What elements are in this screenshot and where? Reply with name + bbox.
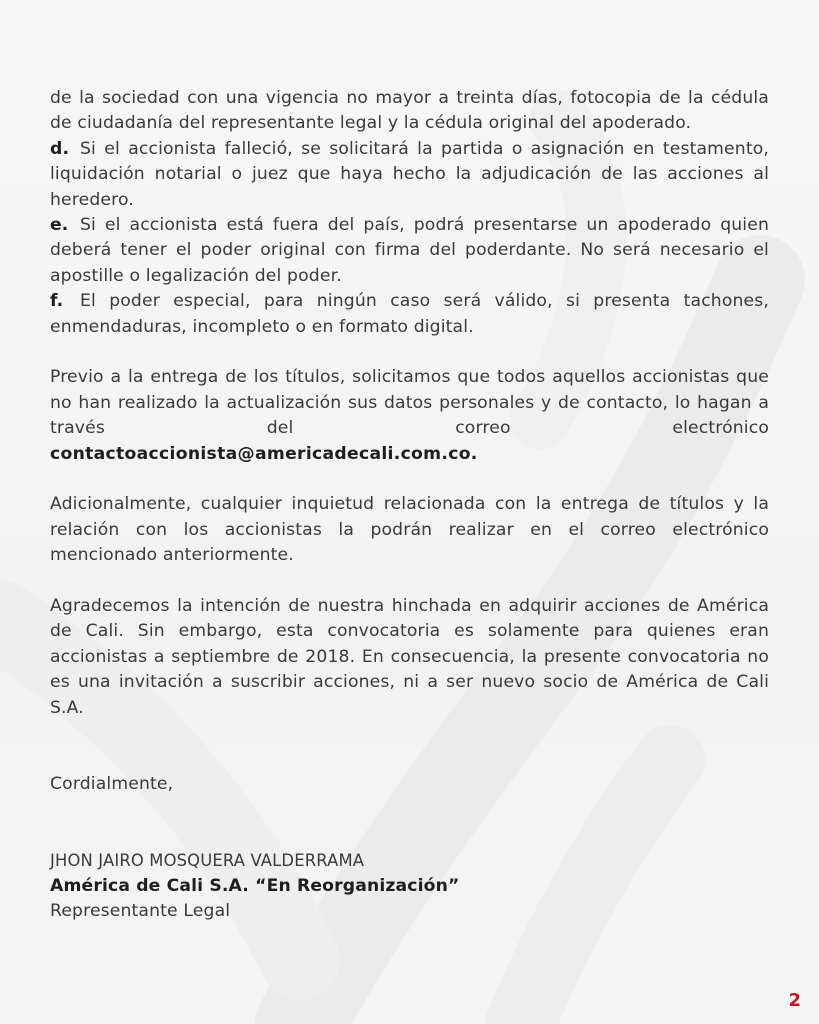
paragraph-acknowledgement: Agradecemos la intención de nuestra hinchada en adquirir acciones de América de Cali. Sin embargo, esta convocatoria es solamente para quienes eran accionistas a septiembre de 2018. En consecuencia, la presente convocatoria no es una invitación a suscribir acciones, ni a ser nuevo socio de América de Cali S.A. [50,596,769,718]
signatory-company: América de Cali S.A. “En Reorganización” [50,875,460,896]
contact-email-line [50,442,769,467]
closing-salutation: Cordialmente, [50,773,174,794]
list-item-letter: d. [50,138,70,159]
list-item-d [50,137,769,213]
signatory-role: Representante Legal [50,900,231,921]
page-number: 2 [788,990,801,1011]
paragraph-requirements-continued: de la sociedad con una vigencia no mayor a treinta días, fotocopia de la cédula de ciudadanía del representante legal y la cédula original del apoderado. [50,88,769,134]
list-item-text: El poder especial, para ningún caso será válido, si presenta tachones, enmendaduras, incompleto o en formato digital. [50,291,769,337]
list-item-text: Si el accionista está fuera del país, podrá presentarse un apoderado quien deberá tener el poder original con firma del poderdante. No será necesario el apostille o legalización del poder. [50,215,769,286]
document-body [50,86,769,924]
list-item-f [50,289,769,340]
list-item-letter: e. [50,215,69,236]
signatory-name: JHON JAIRO MOSQUERA VALDERRAMA [50,851,365,871]
list-item-e [50,213,769,289]
list-item-letter: f. [50,291,64,312]
list-item-text: Si el accionista falleció, se solicitará la partida o asignación en testamento, liquidación notarial o juez que haya hecho la adjudicación de las acciones al heredero. [50,138,769,210]
contact-email-link[interactable]: contactoaccionista@americadecali.com.co. [50,443,478,464]
paragraph-inquiries: Adicionalmente, cualquier inquietud relacionada con la entrega de títulos y la relación con los accionistas la podrán realizar en el correo electrónico mencionado anteriormente. [50,494,769,566]
paragraph-update-data: Previo a la entrega de los títulos, solicitamos que todos aquellos accionistas que no han realizado la actualización sus datos personales y de contacto, lo hagan a través del correo electrónico [50,367,769,439]
